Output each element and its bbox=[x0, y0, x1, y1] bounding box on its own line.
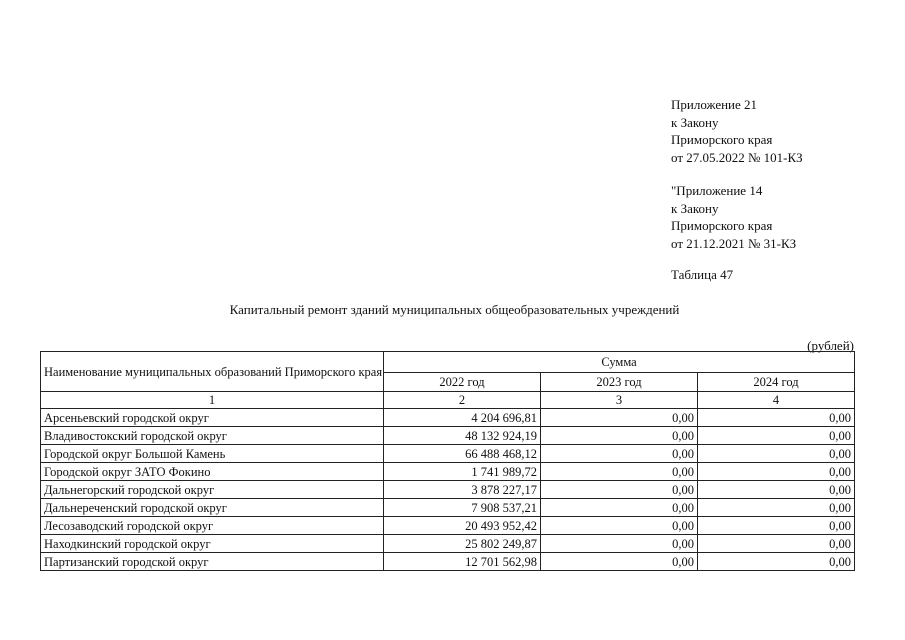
amount-2024: 0,00 bbox=[698, 445, 855, 463]
amount-2023: 0,00 bbox=[541, 427, 698, 445]
table-row bbox=[41, 463, 855, 481]
funding-table bbox=[40, 351, 855, 571]
amount-2024: 0,00 bbox=[698, 409, 855, 427]
municipality-name: Лесозаводский городской округ bbox=[41, 517, 384, 535]
amount-2022: 3 878 227,17 bbox=[384, 481, 541, 499]
table-row bbox=[41, 409, 855, 427]
municipality-name: Владивостокский городской округ bbox=[41, 427, 384, 445]
amount-2023: 0,00 bbox=[541, 409, 698, 427]
table-row bbox=[41, 517, 855, 535]
prior-appendix-line: от 21.12.2021 № 31-КЗ bbox=[671, 235, 797, 251]
year-header-2022: 2022 год bbox=[384, 373, 541, 392]
table-row bbox=[41, 445, 855, 463]
prior-appendix-line: Приморского края bbox=[671, 218, 773, 233]
appendix-header bbox=[671, 96, 803, 166]
sum-column-header: Сумма bbox=[384, 352, 855, 373]
appendix-line: от 27.05.2022 № 101-КЗ bbox=[671, 149, 803, 165]
column-number: 1 bbox=[41, 392, 384, 409]
amount-2024: 0,00 bbox=[698, 481, 855, 499]
amount-2023: 0,00 bbox=[541, 445, 698, 463]
year-header-2024: 2024 год bbox=[698, 373, 855, 392]
municipality-name: Находкинский городской округ bbox=[41, 535, 384, 553]
amount-2022: 1 741 989,72 bbox=[384, 463, 541, 481]
amount-2023: 0,00 bbox=[541, 517, 698, 535]
amount-2022: 48 132 924,19 bbox=[384, 427, 541, 445]
amount-2024: 0,00 bbox=[698, 463, 855, 481]
appendix-line: к Закону bbox=[671, 114, 719, 130]
table-row bbox=[41, 481, 855, 499]
prior-appendix-header bbox=[671, 182, 796, 252]
amount-2023: 0,00 bbox=[541, 481, 698, 499]
municipality-name: Городской округ ЗАТО Фокино bbox=[41, 463, 384, 481]
amount-2024: 0,00 bbox=[698, 427, 855, 445]
table-row bbox=[41, 499, 855, 517]
column-number: 3 bbox=[541, 392, 698, 409]
units-label: (рублей) bbox=[807, 338, 854, 353]
municipality-name: Арсеньевский городской округ bbox=[41, 409, 384, 427]
table-row bbox=[41, 427, 855, 445]
prior-appendix-line: "Приложение 14 bbox=[671, 183, 763, 198]
municipality-name: Городской округ Большой Камень bbox=[41, 445, 384, 463]
amount-2022: 25 802 249,87 bbox=[384, 535, 541, 553]
appendix-line: Приморского края bbox=[671, 132, 773, 147]
amount-2023: 0,00 bbox=[541, 463, 698, 481]
municipality-name: Партизанский городской округ bbox=[41, 553, 384, 571]
amount-2022: 66 488 468,12 bbox=[384, 445, 541, 463]
year-header-2023: 2023 год bbox=[541, 373, 698, 392]
amount-2023: 0,00 bbox=[541, 553, 698, 571]
appendix-line: Приложение 21 bbox=[671, 97, 758, 112]
document-title-text: Капитальный ремонт зданий муниципальных общеобразовательных учреждений bbox=[229, 302, 680, 317]
prior-appendix-line: к Закону bbox=[671, 200, 719, 216]
amount-2023: 0,00 bbox=[541, 499, 698, 517]
amount-2024: 0,00 bbox=[698, 517, 855, 535]
amount-2024: 0,00 bbox=[698, 535, 855, 553]
table-row bbox=[41, 535, 855, 553]
column-number: 2 bbox=[384, 392, 541, 409]
amount-2024: 0,00 bbox=[698, 553, 855, 571]
amount-2022: 4 204 696,81 bbox=[384, 409, 541, 427]
document-title bbox=[0, 302, 905, 318]
municipality-name: Дальнегорский городской округ bbox=[41, 481, 384, 499]
table-row bbox=[41, 553, 855, 571]
column-number: 4 bbox=[698, 392, 855, 409]
table-number: Таблица 47 bbox=[671, 267, 734, 282]
amount-2022: 20 493 952,42 bbox=[384, 517, 541, 535]
municipality-name: Дальнереченский городской округ bbox=[41, 499, 384, 517]
amount-2022: 7 908 537,21 bbox=[384, 499, 541, 517]
name-column-header: Наименование муниципальных образований Приморского края bbox=[41, 352, 384, 392]
amount-2022: 12 701 562,98 bbox=[384, 553, 541, 571]
amount-2023: 0,00 bbox=[541, 535, 698, 553]
amount-2024: 0,00 bbox=[698, 499, 855, 517]
